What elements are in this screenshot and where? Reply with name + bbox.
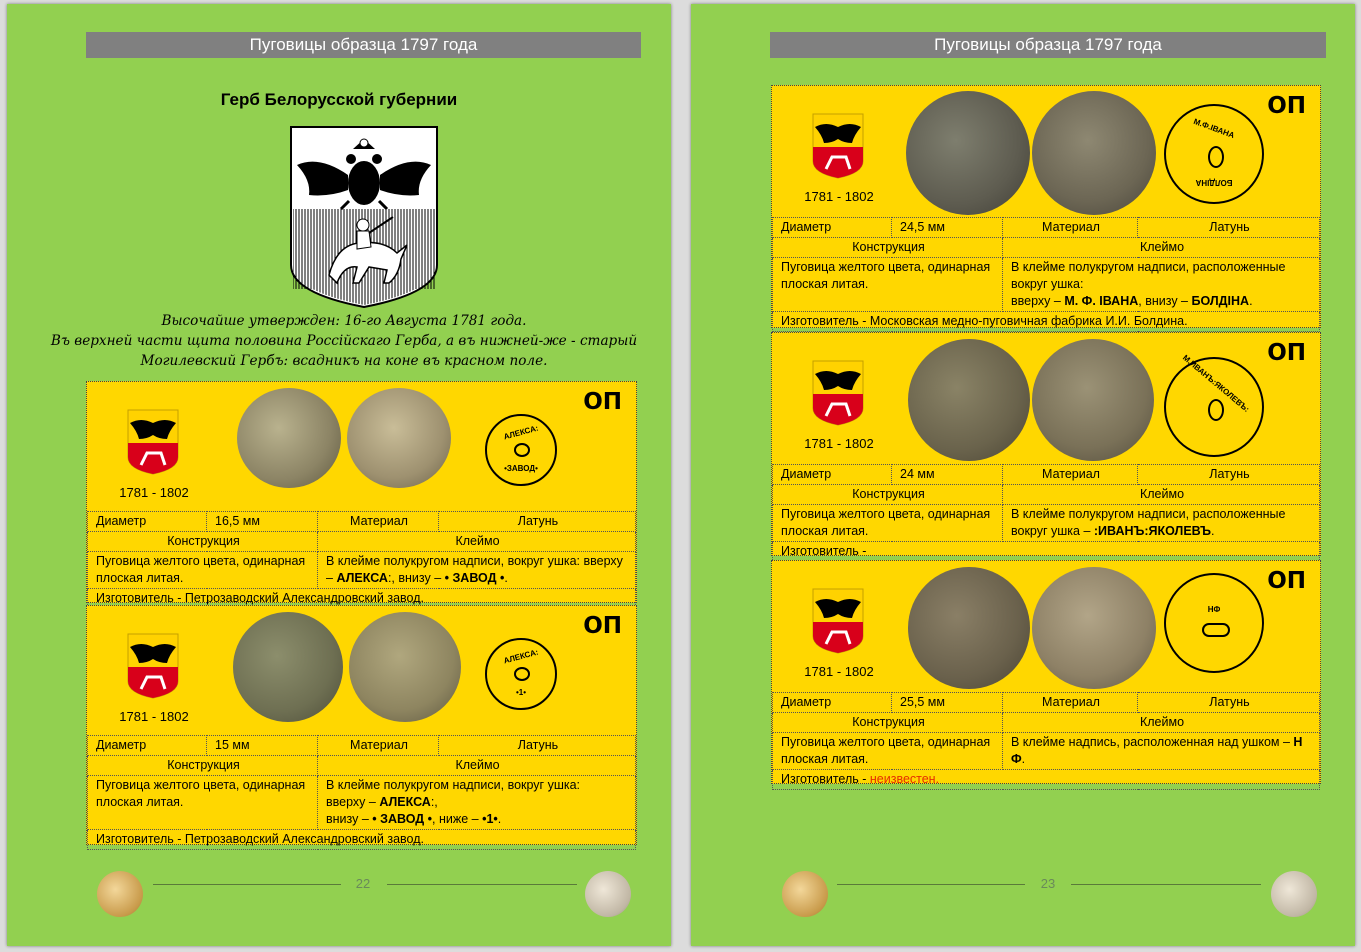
- construction-text: Пуговица желтого цвета, одинарная плоская литая.: [88, 552, 318, 589]
- stamp-top-text: М.ИВАНЪ:ЯКОЛЕВЪ:: [1181, 353, 1251, 414]
- construction-label: Конструкция: [773, 713, 1003, 733]
- stamp-loop: [514, 443, 530, 457]
- button-info-table: [87, 735, 636, 850]
- mark-text: В клейме надпись, расположенная над ушком – Н Ф.: [1003, 733, 1320, 770]
- button-card: [771, 332, 1321, 556]
- page-number: 22: [355, 876, 371, 891]
- mark-text: В клейме полукругом надписи, расположенные вокруг ушка – :ИВАНЪ:ЯКОЛЕВЪ.: [1003, 505, 1320, 542]
- stamp-loop: [1202, 623, 1230, 637]
- coat-of-arms-icon: [127, 633, 179, 699]
- button-card: [771, 85, 1321, 328]
- button-back-photo: [347, 388, 451, 488]
- page-header: Пуговицы образца 1797 года: [86, 32, 641, 58]
- mark-text: В клейме полукругом надписи, вокруг ушка: вверху – АЛЕКСА:, внизу – • ЗАВОД •.: [318, 552, 636, 589]
- maker-text: Изготовитель - неизвестен.: [773, 770, 1320, 790]
- stamp-loop: [1208, 146, 1224, 168]
- maker-text: Изготовитель - Московская медно-пуговичная фабрика И.И. Болдина.: [773, 312, 1320, 332]
- stamp-drawing: [1164, 353, 1264, 457]
- button-info-table: [772, 217, 1320, 332]
- stamp-drawing: [485, 638, 557, 710]
- button-card: [86, 605, 637, 845]
- op-mark: ОП: [1267, 568, 1306, 594]
- button-front-photo: [906, 91, 1030, 215]
- button-back-photo: [1032, 567, 1156, 689]
- material-value: Латунь: [439, 736, 636, 756]
- op-mark: ОП: [1267, 93, 1306, 119]
- coat-description-line: Могилевский Гербъ: всадникъ на коне въ красном поле.: [140, 353, 548, 369]
- material-value: Латунь: [439, 512, 636, 532]
- stamp-bottom-text: БОЛДIНА: [1195, 178, 1233, 187]
- coat-of-arms-icon: [127, 409, 179, 475]
- material-label: Материал: [1003, 465, 1138, 485]
- mark-label: Клеймо: [1003, 713, 1320, 733]
- stamp-top-text: АЛЕКСА:: [502, 647, 540, 666]
- mark-label: Клеймо: [318, 532, 636, 552]
- page-left: [7, 4, 671, 946]
- diameter-label: Диаметр: [773, 218, 892, 238]
- stamp-bottom-text: •ЗАВОД•: [504, 464, 538, 473]
- coat-description-line: Въ верхней части щита половина Россiйскаго Герба, а въ нижней-же - старый: [50, 333, 638, 349]
- coat-of-arms-icon: [812, 113, 864, 179]
- stamp-drawing: [485, 414, 557, 486]
- material-label: Материал: [318, 736, 439, 756]
- year-range: 1781 - 1802: [119, 709, 189, 724]
- diameter-value: 25,5 мм: [892, 693, 1003, 713]
- construction-text: Пуговица желтого цвета, одинарная плоская литая.: [773, 733, 1003, 770]
- footer-medal-right: [585, 871, 631, 917]
- construction-label: Конструкция: [773, 238, 1003, 258]
- year-range: 1781 - 1802: [804, 436, 874, 451]
- year-range: 1781 - 1802: [119, 485, 189, 500]
- coat-description: [47, 311, 641, 371]
- button-info-table: [87, 511, 636, 609]
- stamp-loop: [1208, 399, 1224, 421]
- op-mark: ОП: [1267, 340, 1306, 366]
- diameter-value: 15 мм: [207, 736, 318, 756]
- stamp-drawing: [1164, 573, 1264, 673]
- button-back-photo: [1032, 339, 1154, 461]
- button-back-photo: [349, 612, 461, 722]
- material-label: Материал: [1003, 218, 1138, 238]
- mark-text: В клейме полукругом надписи, расположенные вокруг ушка: вверху – М. Ф. IВАНА, внизу – БОЛДIНА.: [1003, 258, 1320, 312]
- diameter-label: Диаметр: [773, 465, 892, 485]
- stamp-top-text: НФ: [1207, 605, 1221, 614]
- button-card: [86, 381, 637, 603]
- footer-line: [153, 884, 341, 885]
- diameter-value: 24,5 мм: [892, 218, 1003, 238]
- coat-description-line: Высочайше утвержден: 16-го Августа 1781 года.: [161, 313, 527, 329]
- maker-text: Изготовитель - Петрозаводский Александровский завод.: [88, 589, 636, 609]
- button-info-table: [772, 692, 1320, 790]
- footer-medal-left: [97, 871, 143, 917]
- button-info-table: [772, 464, 1320, 562]
- coat-title: Герб Белорусской губернии: [220, 90, 458, 109]
- diameter-value: 16,5 мм: [207, 512, 318, 532]
- diameter-label: Диаметр: [88, 512, 207, 532]
- year-range: 1781 - 1802: [804, 664, 874, 679]
- coat-of-arms-icon: [812, 588, 864, 654]
- stamp-top-text: М.Ф.IВАНА: [1192, 116, 1236, 141]
- button-front-photo: [237, 388, 341, 488]
- material-value: Латунь: [1138, 693, 1320, 713]
- diameter-value: 24 мм: [892, 465, 1003, 485]
- page-header: Пуговицы образца 1797 года: [770, 32, 1326, 58]
- maker-text: Изготовитель -: [773, 542, 1320, 562]
- construction-text: Пуговица желтого цвета, одинарная плоская литая.: [88, 776, 318, 830]
- diameter-label: Диаметр: [88, 736, 207, 756]
- year-range: 1781 - 1802: [804, 189, 874, 204]
- mark-label: Клеймо: [318, 756, 636, 776]
- material-label: Материал: [1003, 693, 1138, 713]
- op-mark: ОП: [583, 613, 622, 639]
- mark-text: В клейме полукругом надписи, вокруг ушка: вверху – АЛЕКСА:, внизу – • ЗАВОД •, ниже – •1•.: [318, 776, 636, 830]
- stamp-bottom-text: •1•: [515, 688, 527, 697]
- material-value: Латунь: [1138, 218, 1320, 238]
- maker-text: Изготовитель - Петрозаводский Александровский завод.: [88, 830, 636, 850]
- button-back-photo: [1032, 91, 1156, 215]
- mark-label: Клеймо: [1003, 485, 1320, 505]
- footer-medal-right: [1271, 871, 1317, 917]
- page-right: [691, 4, 1355, 946]
- material-value: Латунь: [1138, 465, 1320, 485]
- footer-line: [1071, 884, 1261, 885]
- construction-label: Конструкция: [88, 756, 318, 776]
- coat-of-arms-image: [289, 125, 439, 309]
- material-label: Материал: [318, 512, 439, 532]
- button-front-photo: [233, 612, 343, 722]
- construction-label: Конструкция: [773, 485, 1003, 505]
- button-card: [771, 560, 1321, 784]
- op-mark: ОП: [583, 389, 622, 415]
- construction-text: Пуговица желтого цвета, одинарная плоская литая.: [773, 258, 1003, 312]
- construction-text: Пуговица желтого цвета, одинарная плоская литая.: [773, 505, 1003, 542]
- stamp-drawing: [1164, 104, 1264, 204]
- mark-label: Клеймо: [1003, 238, 1320, 258]
- stamp-top-text: АЛЕКСА:: [502, 423, 540, 442]
- construction-label: Конструкция: [88, 532, 318, 552]
- footer-line: [837, 884, 1025, 885]
- button-front-photo: [908, 567, 1030, 689]
- footer-line: [387, 884, 577, 885]
- diameter-label: Диаметр: [773, 693, 892, 713]
- coat-of-arms-icon: [812, 360, 864, 426]
- button-front-photo: [908, 339, 1030, 461]
- page-number: 23: [1040, 876, 1056, 891]
- footer-medal-left: [782, 871, 828, 917]
- stamp-loop: [514, 667, 530, 681]
